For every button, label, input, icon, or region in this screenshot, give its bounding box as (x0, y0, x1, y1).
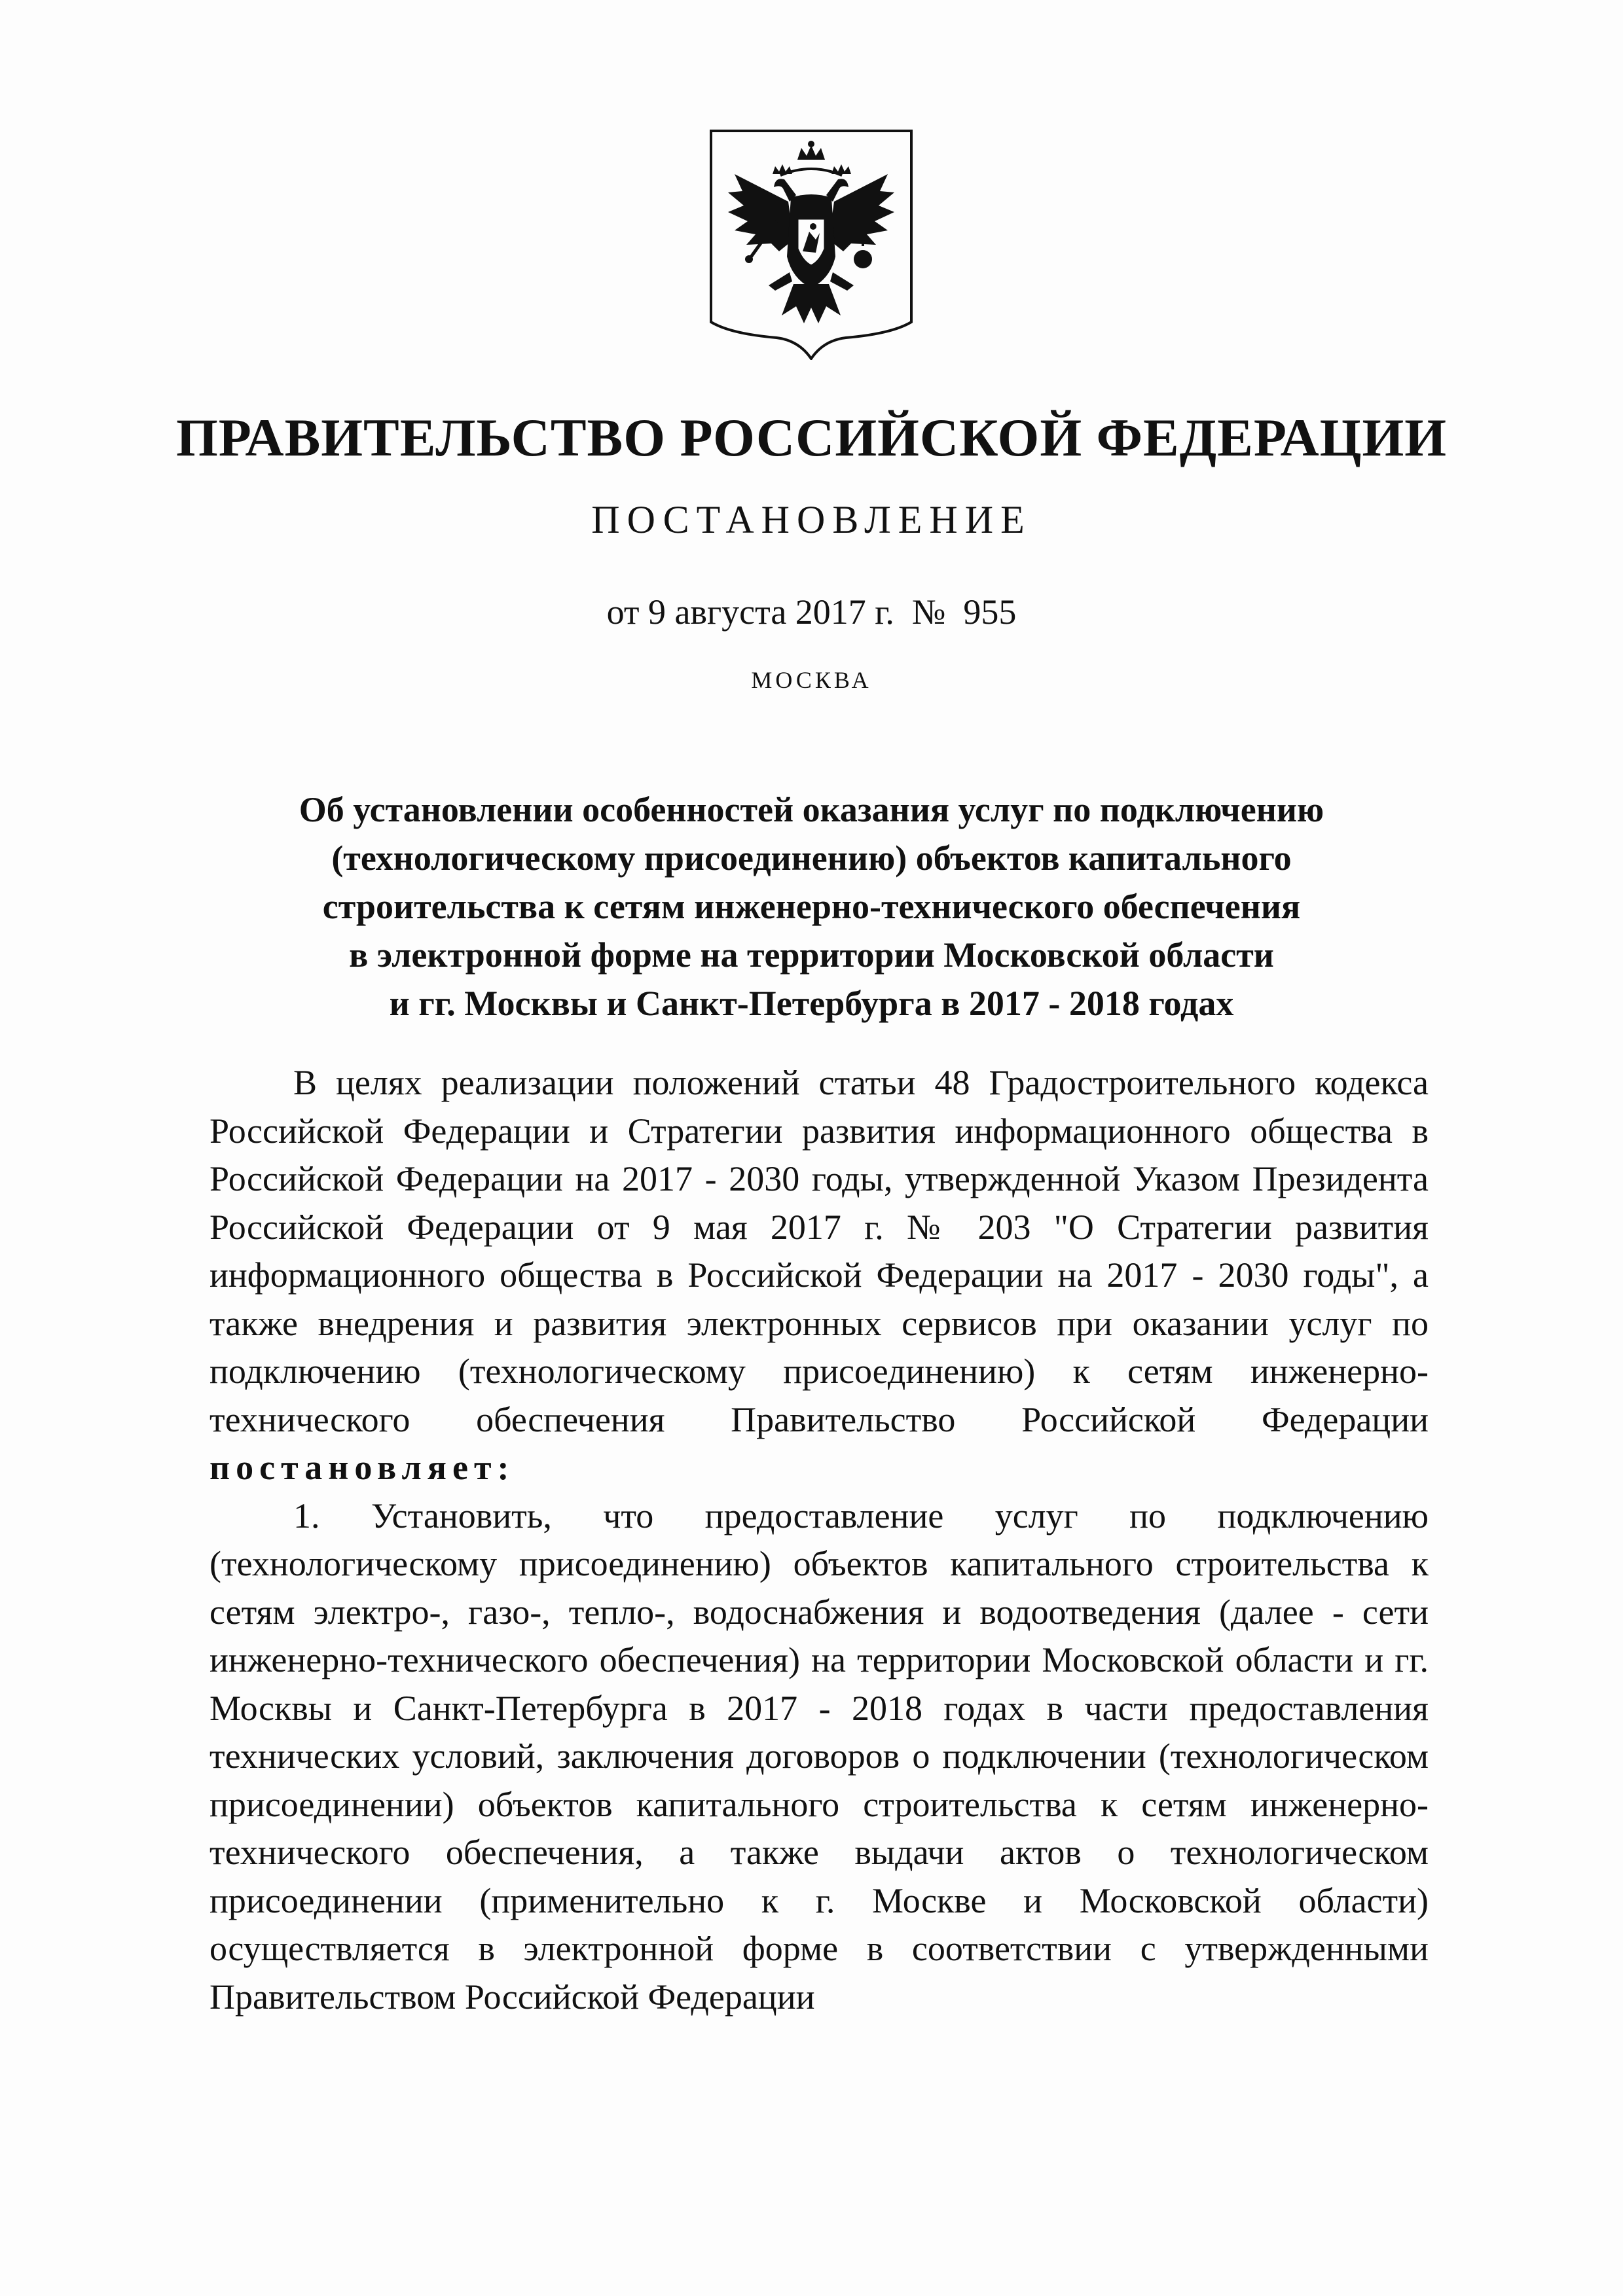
preamble-paragraph (210, 1059, 1429, 1492)
preamble-text: В целях реализации положений статьи 48 Градостроительного кодекса Российской Федерации и Стратегии развития информационного общества в Российской Федерации на 2017 - 2030 годы, утвержденной Указом Президента Российской Федерации от 9 мая 2017 г. № 203 "О Стратегии развития информационного общества в Российской Федерации на 2017 - 2030 годы", а также внедрения и развития электронных сервисов при оказании услуг по подключению (технологическому присоединению) к сетям инженерно-технического обеспечения Правительство Российской Федерации (210, 1063, 1429, 1439)
heading-line: строительства к сетям инженерно-технического обеспечения (322, 887, 1301, 926)
document-place: МОСКВА (751, 667, 872, 693)
document-heading (0, 785, 1623, 1028)
heading-line: в электронной форме на территории Московской области (349, 935, 1274, 975)
heading-line: Об установлении особенностей оказания услуг по подключению (299, 790, 1324, 829)
heading-line: (технологическому присоединению) объектов капитального (331, 838, 1292, 878)
decree-word: постановляет: (210, 1448, 515, 1487)
document-date-number: от 9 августа 2017 г. № 955 (606, 592, 1017, 632)
document-body (210, 1059, 1429, 2021)
government-title: ПРАВИТЕЛЬСТВО РОССИЙСКОЙ ФЕДЕРАЦИИ (175, 408, 1448, 467)
item-1-paragraph: 1. Установить, что предоставление услуг по подключению (технологическому присоединению) объектов капитального строительства к сетям электро-, газо-, тепло-, водоснабжения и водоотведения (далее - сети инженерно-технического обеспечения) на территории Московской области и гг. Москвы и Санкт-Петербурга в 2017 - 2018 годах в части предоставления технических условий, заключения договоров о подключении (технологическом присоединении) объектов капитального строительства к сетям инженерно-технического обеспечения, а также выдачи актов о технологическом присоединении (применительно к г. Москве и Московской области) осуществляется в электронной форме в соответствии с утвержденными Правительством Российской Федерации (210, 1496, 1429, 2017)
heading-line: и гг. Москвы и Санкт-Петербурга в 2017 - 2018 годах (389, 984, 1234, 1023)
document-type: ПОСТАНОВЛЕНИЕ (591, 498, 1032, 541)
coat-of-arms-icon (708, 128, 914, 360)
